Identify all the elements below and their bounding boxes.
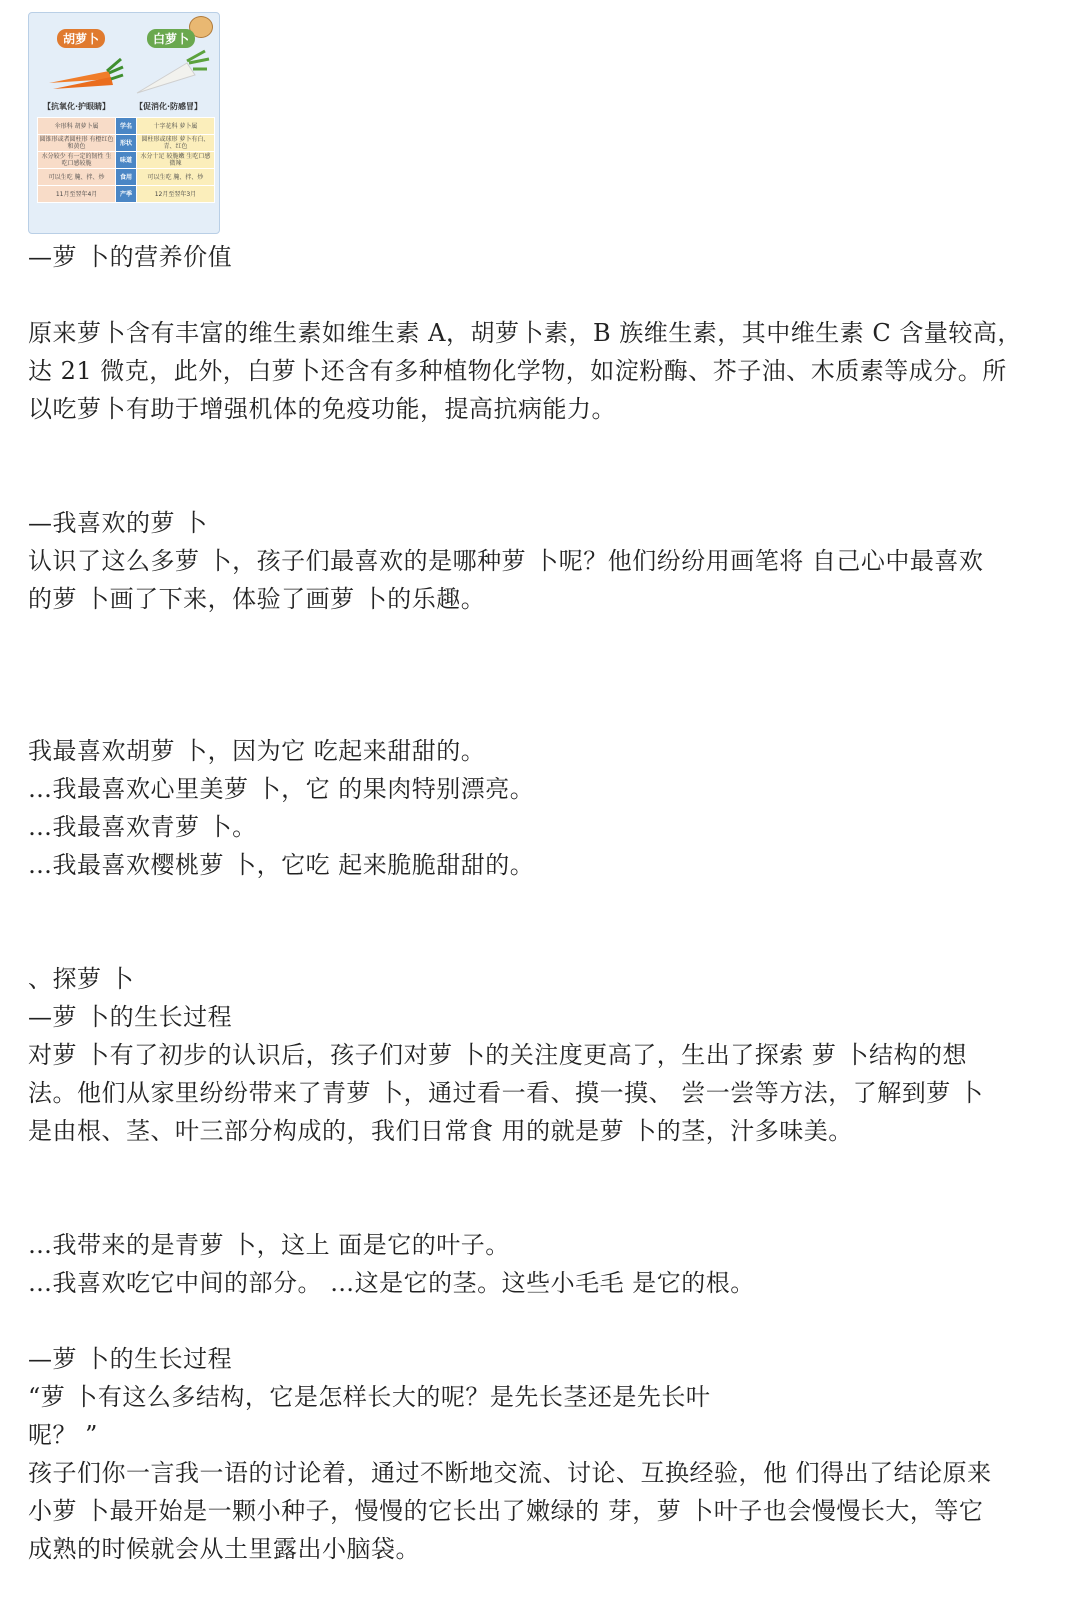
paragraph-line: 对萝 卜有了初步的认识后，孩子们对萝 卜的关注度更高了，生出了探索 萝 卜结构的想 — [28, 1041, 968, 1069]
carrot-cell: 伞形科 胡萝卜属 — [38, 118, 116, 135]
paragraph-line: 原来萝卜含有丰富的维生素如维生素 A，胡萝卜素，B 族维生素，其中维生素 C 含量较高， — [28, 319, 1022, 347]
white-radish-image — [131, 49, 211, 99]
carrot-cell: 圆锥形或者圆柱形 有橙红色和黄色 — [38, 135, 116, 152]
radish-infographic — [28, 12, 220, 234]
quote-line: …我最喜欢青萝 卜。 — [28, 813, 257, 841]
table-row — [38, 169, 215, 186]
radish-cell: 十字花科 萝卜属 — [136, 118, 214, 135]
quote-line: “萝 卜有这么多结构，它是怎样长大的呢？是先长茎还是先长叶 — [28, 1383, 711, 1411]
section-heading-nutrition: —萝 卜的营养价值 — [28, 243, 233, 271]
carrot-title: 胡萝卜 — [57, 29, 105, 48]
row-label: 形状 — [116, 135, 137, 152]
table-row — [38, 135, 215, 152]
carrot-cell: 可以生吃 腌、拌、炒 — [38, 169, 116, 186]
quote-line: …我最喜欢樱桃萝 卜，它吃 起来脆脆甜甜的。 — [28, 851, 535, 879]
paragraph-line: 以吃萝卜有助于增强机体的免疫功能，提高抗病能力。 — [28, 395, 616, 423]
comparison-table — [37, 117, 215, 203]
row-label: 味道 — [116, 152, 137, 169]
radish-cell: 12月至翌年3月 — [136, 186, 214, 203]
paragraph-line: 的萝 卜画了下来，体验了画萝 卜的乐趣。 — [28, 585, 486, 613]
paragraph-line: 法。他们从家里纷纷带来了青萝 卜，通过看一看、摸一摸、 尝一尝等方法，了解到萝 卜 — [28, 1079, 984, 1107]
table-row — [38, 186, 215, 203]
table-row — [38, 118, 215, 135]
white-radish-title: 白萝卜 — [147, 29, 195, 48]
radish-cell: 圆柱形或球形 萝卜有白、青、红色 — [136, 135, 214, 152]
quote-line: 我最喜欢胡萝 卜，因为它 吃起来甜甜的。 — [28, 737, 486, 765]
row-label: 学名 — [116, 118, 137, 135]
quote-line: …我喜欢吃它中间的部分。 …这是它的茎。这些小毛毛 是它的根。 — [28, 1269, 755, 1297]
carrot-image — [45, 53, 125, 97]
paragraph-line: 小萝 卜最开始是一颗小种子，慢慢的它长出了嫩绿的 芽，萝 卜叶子也会慢慢长大，等它 — [28, 1497, 984, 1525]
quote-line: …我最喜欢心里美萝 卜，它 的果肉特别漂亮。 — [28, 775, 535, 803]
section-heading-growth: —萝 卜的生长过程 — [28, 1003, 233, 1031]
paragraph-line: 是由根、茎、叶三部分构成的，我们日常食 用的就是萝 卜的茎，汁多味美。 — [28, 1117, 853, 1145]
radish-cell: 可以生吃 腌、拌、炒 — [136, 169, 214, 186]
row-label: 食用 — [116, 169, 137, 186]
carrot-cell: 11月至翌年4月 — [38, 186, 116, 203]
carrot-tag: 【抗氧化·护眼睛】 — [43, 102, 111, 111]
section-heading-explore: 、探萝 卜 — [28, 965, 135, 993]
paragraph-line: 孩子们你一言我一语的讨论着，通过不断地交流、讨论、互换经验，他 们得出了结论原来 — [28, 1459, 992, 1487]
row-label: 产季 — [116, 186, 137, 203]
paragraph-line: 达 21 微克，此外，白萝卜还含有多种植物化学物，如淀粉酶、芥子油、木质素等成分。所 — [28, 357, 1007, 385]
section-heading-growth: —萝 卜的生长过程 — [28, 1345, 233, 1373]
paragraph-line: 成熟的时候就会从土里露出小脑袋。 — [28, 1535, 420, 1563]
table-row — [38, 152, 215, 169]
radish-cell: 水分十足 较脆嫩 生吃口感微辣 — [136, 152, 214, 169]
section-heading-favorite: —我喜欢的萝 卜 — [28, 509, 208, 537]
carrot-cell: 水分较少 有一定的韧性 生吃口感较脆 — [38, 152, 116, 169]
paragraph-line: 认识了这么多萝 卜，孩子们最喜欢的是哪种萝 卜呢？他们纷纷用画笔将 自己心中最喜欢 — [28, 547, 984, 575]
quote-line: …我带来的是青萝 卜，这上 面是它的叶子。 — [28, 1231, 510, 1259]
quote-line: 呢？ ” — [28, 1421, 98, 1449]
white-radish-tag: 【促消化·防感冒】 — [135, 102, 203, 111]
